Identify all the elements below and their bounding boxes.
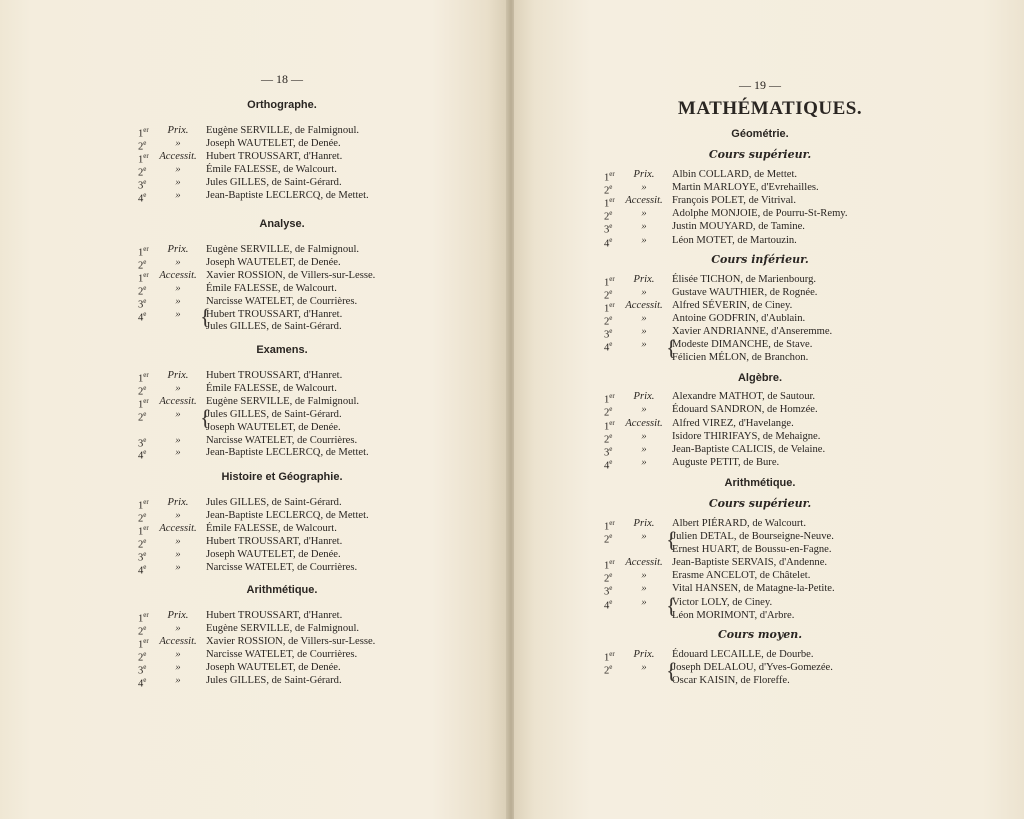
laureate-name: Hubert TROUSSART, d'Hanret. (206, 535, 343, 547)
brace-mark: { (200, 404, 211, 430)
laureate-name: Ernest HUART, de Boussu-en-Fagne. (672, 544, 832, 556)
laureate-name: Justin MOUYARD, de Tamine. (672, 221, 805, 233)
laureate-name: Félicien MÉLON, de Branchon. (672, 352, 809, 364)
prize-type: Accessit. (159, 522, 197, 534)
rank-label: 2e (138, 138, 147, 153)
laureate-name: Auguste PETIT, de Bure. (672, 456, 780, 468)
laureate-name: Narcisse WATELET, de Courrières. (206, 561, 358, 573)
prize-type: Prix. (633, 273, 655, 285)
laureate-name: Eugène SERVILLE, de Falmignoul. (206, 244, 360, 255)
laureate-name: Xavier ROSSION, de Villers-sur-Lesse. (206, 269, 376, 281)
prize-type: » (641, 661, 647, 673)
laureate-name: Eugène SERVILLE, de Falmignoul. (206, 395, 360, 407)
rank-label: 1er (138, 396, 149, 411)
rank-label: 1er (604, 300, 615, 315)
laureate-name: Antoine GODFRIN, d'Aublain. (672, 312, 806, 324)
rank-label: 1er (604, 274, 615, 289)
laureate-name: Jean-Baptiste LECLERCQ, de Mettet. (206, 509, 369, 521)
laureate-name: Jean-Baptiste LECLERCQ, de Mettet. (206, 447, 369, 459)
laureate-name: Hubert TROUSSART, d'Hanret. (206, 308, 343, 320)
section-title: Analyse. (259, 218, 305, 230)
rank-label: 3e (604, 444, 613, 459)
section-title: Arithmétique. (246, 584, 318, 596)
laureate-name: Joseph WAUTELET, de Denée. (206, 548, 341, 560)
laureate-name: Victor LOLY, de Ciney. (672, 596, 773, 608)
prize-type: » (175, 163, 181, 175)
rank-label: 1er (604, 649, 615, 664)
prize-type: Accessit. (159, 635, 197, 647)
laureate-name: Vital HANSEN, de Matagne-la-Petite. (672, 583, 835, 595)
rank-label: 4e (604, 235, 613, 250)
brace-mark: { (666, 657, 677, 683)
rank-label: 1er (604, 196, 615, 210)
rank-label: 2e (604, 209, 613, 223)
prize-type: Accessit. (159, 269, 197, 281)
laureate-name: Jules GILLES, de Saint-Gérard. (206, 408, 342, 420)
prize-type: Prix. (167, 244, 189, 255)
right-page (514, 0, 1024, 819)
laureate-name: Erasme ANCELOT, de Châtelet. (672, 570, 811, 582)
rank-label: 3e (138, 296, 147, 311)
rank-label: 4e (138, 562, 147, 577)
prize-type: » (641, 312, 647, 324)
prize-type: Accessit. (625, 195, 663, 207)
brace-mark: { (200, 304, 211, 330)
laureate-name: Jules GILLES, de Saint-Gérard. (206, 176, 342, 188)
laureate-name: François POLET, de Vitrival. (672, 195, 797, 207)
prize-type: » (641, 234, 647, 246)
prize-type: » (641, 531, 647, 542)
rank-label: 2e (604, 287, 613, 302)
prize-type: » (175, 137, 181, 149)
laureate-name: Julien DETAL, de Bourseigne-Neuve. (672, 531, 834, 542)
laureate-name: Léon MORIMONT, d'Arbre. (672, 609, 795, 621)
prize-type: » (641, 430, 647, 442)
prize-type: » (175, 535, 181, 547)
prize-type: » (175, 509, 181, 521)
prize-type: » (641, 286, 647, 298)
rank-label: 4e (604, 457, 613, 472)
rank-label: 3e (604, 222, 613, 236)
laureate-name: Émile FALESSE, de Walcourt. (206, 282, 337, 294)
prize-type: » (175, 447, 181, 459)
laureate-name: Émile FALESSE, de Walcourt. (206, 522, 337, 534)
laureate-name: Jean-Baptiste CALICIS, de Velaine. (672, 443, 826, 455)
rank-label: 1er (604, 392, 615, 406)
prize-type: » (175, 382, 181, 394)
prize-type: » (641, 404, 647, 416)
rank-label: 2e (138, 164, 147, 179)
prize-type: » (175, 548, 181, 560)
rank-label: 2e (604, 405, 613, 419)
rank-label: 2e (138, 283, 147, 298)
rank-label: 4e (138, 190, 147, 205)
section-title: Histoire et Géographie. (221, 471, 343, 483)
laureate-name: Oscar KAISIN, de Floreffe. (672, 674, 790, 686)
section-title: Orthographe. (247, 99, 317, 111)
rank-label: 2e (138, 257, 147, 272)
laureate-name: Jules GILLES, de Saint-Gérard. (206, 321, 342, 333)
rank-label: 2e (604, 183, 613, 197)
rank-label: 1er (138, 523, 149, 538)
rank-label: 1er (604, 418, 615, 433)
prize-type: » (175, 189, 181, 201)
prize-type: Prix. (167, 370, 189, 381)
rank-label: 1er (138, 126, 149, 140)
rank-label: 1er (604, 558, 615, 572)
laureate-name: Narcisse WATELET, de Courrières. (206, 295, 358, 307)
rank-label: 1er (138, 498, 149, 512)
laureate-name: Alfred VIREZ, d'Havelange. (672, 417, 794, 429)
rank-label: 1er (138, 270, 149, 285)
rank-label: 2e (138, 383, 147, 398)
prize-type: » (641, 208, 647, 220)
laureate-name: Martin MARLOYE, d'Evrehailles. (672, 182, 819, 194)
prize-type: » (175, 434, 181, 446)
section-title: Géométrie. (731, 128, 789, 140)
rank-label: 3e (604, 584, 613, 598)
laureate-name: Joseph DELALOU, d'Yves-Gomezée. (672, 661, 833, 673)
section-title: Algèbre. (737, 372, 782, 385)
page-title: MATHÉMATIQUES. (677, 98, 863, 119)
rank-label: 2e (138, 536, 147, 551)
laureate-name: Joseph WAUTELET, de Denée. (206, 256, 341, 268)
laureate-name: Modeste DIMANCHE, de Stave. (672, 339, 813, 351)
course-title: Cours supérieur. (708, 148, 812, 161)
prize-type: Accessit. (625, 417, 663, 429)
laureate-name: Alfred SÉVERIN, de Ciney. (672, 299, 793, 311)
laureate-name: Xavier ROSSION, de Villers-sur-Lesse. (206, 635, 376, 647)
prize-type: » (641, 221, 647, 233)
laureate-name: Isidore THIRIFAYS, de Mehaigne. (672, 430, 821, 442)
laureate-name: Narcisse WATELET, de Courrières. (206, 434, 358, 446)
prize-type: » (175, 661, 181, 673)
laureate-name: Jean-Baptiste SERVAIS, d'Andenne. (672, 557, 828, 569)
rank-label: 2e (138, 649, 147, 664)
prize-type: » (175, 282, 181, 294)
laureate-name: Jean-Baptiste LECLERCQ, de Mettet. (206, 189, 369, 201)
prize-type: » (175, 408, 181, 420)
prize-type: » (641, 583, 647, 595)
rank-label: 2e (604, 431, 613, 446)
left-page (0, 0, 508, 819)
page-number: — 18 — (261, 72, 303, 86)
rank-label: 3e (604, 327, 613, 341)
prize-type: » (641, 570, 647, 582)
prize-type: Prix. (633, 517, 655, 529)
rank-label: 4e (138, 448, 147, 462)
rank-label: 3e (138, 177, 147, 192)
laureate-name: Joseph WAUTELET, de Denée. (206, 421, 341, 433)
brace-mark: { (666, 527, 677, 553)
laureate-name: Émile FALESSE, de Walcourt. (206, 163, 337, 175)
course-title: Cours supérieur. (708, 496, 812, 510)
prize-type: Prix. (633, 169, 655, 180)
rank-label: 1er (604, 170, 615, 184)
laureate-name: Léon MOTET, de Martouzin. (672, 234, 797, 246)
laureate-name: Alexandre MATHOT, de Sautour. (672, 391, 816, 403)
laureate-name: Jules GILLES, de Saint-Gérard. (206, 497, 342, 508)
brace-mark: { (666, 335, 677, 361)
prize-type: » (641, 456, 647, 468)
prize-type: Prix. (167, 497, 189, 508)
rank-label: 2e (604, 532, 613, 546)
prize-type: Prix. (633, 391, 655, 403)
prize-type: » (641, 596, 647, 608)
rank-label: 3e (138, 435, 147, 450)
prize-type: » (175, 295, 181, 307)
laureate-name: Eugène SERVILLE, de Falmignoul. (206, 622, 360, 634)
section-title: Examens. (256, 344, 308, 356)
prize-type: » (175, 648, 181, 660)
laureate-name: Joseph WAUTELET, de Denée. (206, 137, 341, 149)
prize-type: » (641, 326, 647, 337)
laureate-name: Narcisse WATELET, de Courrières. (206, 648, 358, 660)
laureate-name: Édouard LECAILLE, de Dourbe. (672, 648, 814, 660)
rank-label: 1er (138, 371, 149, 385)
rank-label: 2e (138, 409, 147, 424)
laureate-name: Hubert TROUSSART, d'Hanret. (206, 150, 343, 162)
laureate-name: Xavier ANDRIANNE, d'Anseremme. (672, 326, 833, 337)
section-title: Arithmétique. (724, 476, 796, 489)
rank-label: 1er (138, 151, 149, 166)
brace-mark: { (666, 592, 677, 618)
rank-label: 1er (604, 518, 615, 533)
rank-label: 4e (604, 340, 613, 354)
rank-label: 2e (604, 313, 613, 328)
rank-label: 1er (138, 636, 149, 651)
laureate-name: Joseph WAUTELET, de Denée. (206, 661, 341, 673)
laureate-name: Adolphe MONJOIE, de Pourru-St-Remy. (672, 208, 848, 220)
laureate-name: Eugène SERVILLE, de Falmignoul. (206, 125, 360, 136)
prize-type: » (175, 308, 181, 320)
rank-label: 4e (604, 597, 613, 612)
prize-type: Prix. (167, 125, 189, 136)
rank-label: 2e (138, 510, 147, 525)
rank-label: 4e (138, 675, 147, 690)
page-number: — 19 — (739, 78, 781, 92)
prize-type: » (175, 561, 181, 573)
prize-type: Accessit. (159, 150, 197, 162)
rank-label: 3e (138, 549, 147, 564)
laureate-name: Édouard SANDRON, de Homzée. (672, 404, 818, 416)
laureate-name: Albert PIÉRARD, de Walcourt. (672, 517, 806, 529)
prize-type: Accessit. (159, 395, 197, 407)
prize-type: » (175, 256, 181, 268)
laureate-name: Hubert TROUSSART, d'Hanret. (206, 370, 343, 381)
rank-label: 2e (138, 623, 147, 638)
laureate-name: Émile FALESSE, de Walcourt. (206, 382, 337, 394)
rank-label: 4e (138, 309, 147, 324)
prize-type: » (641, 339, 647, 351)
prize-type: » (175, 176, 181, 188)
course-title: Cours inférieur. (711, 252, 809, 266)
prize-type: » (175, 674, 181, 686)
course-title: Cours moyen. (717, 627, 803, 641)
laureate-name: Gustave WAUTHIER, de Rognée. (672, 286, 818, 298)
prize-type: Accessit. (625, 299, 663, 311)
prize-type: » (641, 443, 647, 455)
laureate-name: Albin COLLARD, de Mettet. (672, 169, 798, 180)
laureate-name: Hubert TROUSSART, d'Hanret. (206, 610, 343, 621)
rank-label: 2e (604, 662, 613, 677)
prize-type: Accessit. (625, 557, 663, 569)
rank-label: 1er (138, 611, 149, 625)
prize-type: Prix. (633, 648, 655, 660)
prize-type: » (641, 182, 647, 194)
rank-label: 1er (138, 245, 149, 259)
prize-type: Prix. (167, 610, 189, 621)
rank-label: 3e (138, 662, 147, 677)
laureate-name: Élisée TICHON, de Marienbourg. (672, 273, 817, 285)
prize-type: » (175, 622, 181, 634)
laureate-name: Jules GILLES, de Saint-Gérard. (206, 674, 342, 686)
rank-label: 2e (604, 571, 613, 585)
